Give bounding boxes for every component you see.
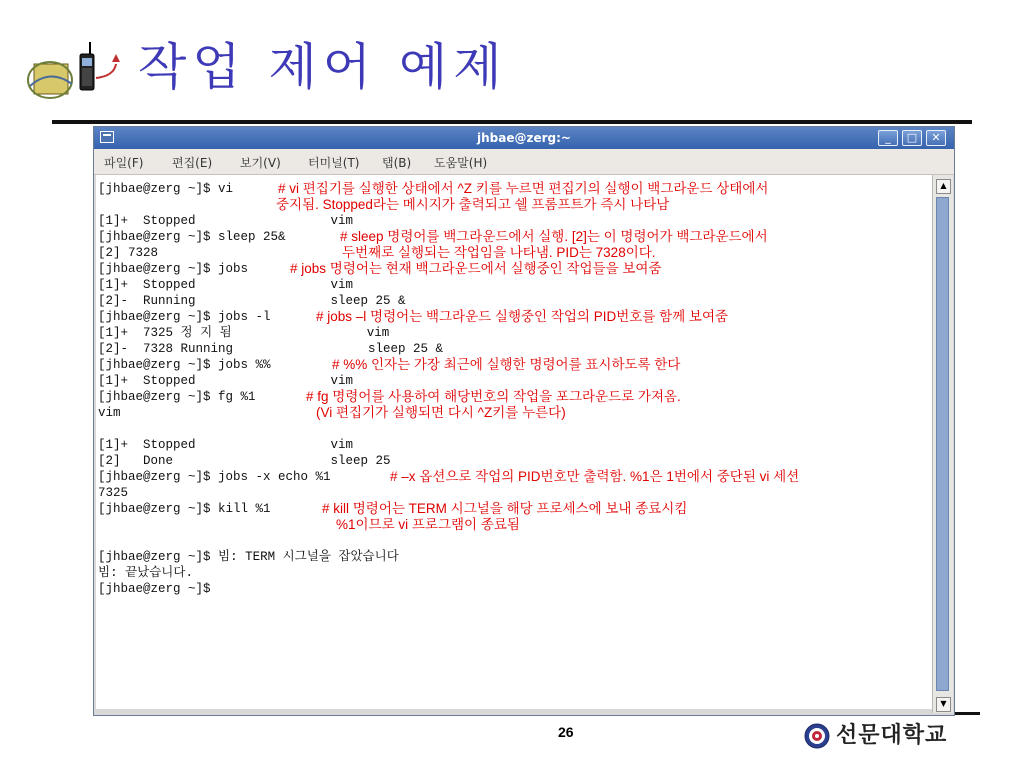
scroll-down-arrow-icon[interactable]: ▼ xyxy=(936,697,951,712)
menu-view[interactable]: 보기(V) xyxy=(240,156,281,170)
annotation: # vi 편집기를 실행한 상태에서 ^Z 키를 누르면 편집기의 실행이 백그라운드 상태에서 xyxy=(278,181,769,196)
terminal-line: [2] 7328 xyxy=(98,246,159,260)
annotation: %1이므로 vi 프로그램이 종료됨 xyxy=(336,517,520,532)
maximize-button[interactable]: □ xyxy=(902,130,922,146)
terminal-line: [jhbae@zerg ~]$ xyxy=(98,582,211,596)
terminal-line: [jhbae@zerg ~]$ kill %1 xyxy=(98,502,271,516)
menu-file[interactable]: 파일(F) xyxy=(104,156,144,170)
vertical-scrollbar[interactable] xyxy=(932,175,953,713)
scroll-up-arrow-icon[interactable]: ▲ xyxy=(936,179,951,194)
menu-edit[interactable]: 편집(E) xyxy=(172,156,213,170)
annotation: # jobs –l 명령어는 백그라운드 실행중인 작업의 PID번호를 함께 보여줌 xyxy=(316,309,729,324)
page-number: 26 xyxy=(558,724,574,740)
annotation: # jobs 명령어는 현재 백그라운드에서 실행중인 작업들을 보여줌 xyxy=(290,261,662,276)
close-button[interactable]: ✕ xyxy=(926,130,946,146)
terminal-line: 빔: 끝났습니다. xyxy=(98,566,193,580)
annotation: (Vi 편집기가 실행되면 다시 ^Z키를 누른다) xyxy=(316,405,566,420)
annotation: # –x 옵션으로 작업의 PID번호만 출력함. %1은 1번에서 중단된 vi 세션 xyxy=(390,469,800,484)
terminal-line: [jhbae@zerg ~]$ jobs -x echo %1 xyxy=(98,470,331,484)
terminal-line: [1]+ Stopped vim xyxy=(98,278,354,292)
window-titlebar[interactable] xyxy=(94,127,954,149)
annotation: # %% 인자는 가장 최근에 실행한 명령어를 표시하도록 한다 xyxy=(332,357,681,372)
terminal-line: [1]+ Stopped vim xyxy=(98,214,354,228)
annotation: # kill 명령어는 TERM 시그널을 해당 프로세스에 보내 종료시킴 xyxy=(322,501,688,516)
scrollbar-thumb[interactable] xyxy=(936,197,949,691)
university-name: 선문대학교 xyxy=(836,723,948,748)
terminal-line: [jhbae@zerg ~]$ fg %1 xyxy=(98,390,256,404)
terminal-line: [jhbae@zerg ~]$ 빔: TERM 시그널을 잡았습니다 xyxy=(98,550,399,564)
terminal-line: [jhbae@zerg ~]$ jobs %% xyxy=(98,358,271,372)
annotation: 중지됨. Stopped라는 메시지가 출력되고 쉘 프롬프트가 즉시 나타남 xyxy=(276,197,670,212)
terminal-line: [1]+ 7325 정 지 됨 vim xyxy=(98,326,390,340)
window-title: jhbae@zerg:~ xyxy=(477,131,571,145)
terminal-line: [2] Done sleep 25 xyxy=(98,454,391,468)
menu-tabs[interactable]: 탭(B) xyxy=(382,156,412,170)
terminal-window xyxy=(93,126,955,716)
terminal-line: [jhbae@zerg ~]$ vi xyxy=(98,182,234,196)
terminal-line: [2]- 7328 Running sleep 25 & xyxy=(98,342,444,356)
footer-divider xyxy=(955,712,980,715)
title-divider xyxy=(52,120,972,124)
menu-terminal[interactable]: 터미널(T) xyxy=(308,156,360,170)
terminal-line: [jhbae@zerg ~]$ sleep 25& xyxy=(98,230,286,244)
menu-help[interactable]: 도움말(H) xyxy=(434,156,488,170)
menu-bar xyxy=(94,149,954,175)
annotation: # fg 명령어를 사용하여 해당번호의 작업을 포그라운드로 가져옴. xyxy=(306,389,681,404)
terminal-line: vim xyxy=(98,406,121,420)
annotation: # sleep 명령어를 백그라운드에서 실행. [2]는 이 명령어가 백그라운드에서 xyxy=(340,229,768,244)
annotation: 두번째로 실행되는 작업임을 나타냄. PID는 7328이다. xyxy=(342,245,656,260)
terminal-content[interactable] xyxy=(96,175,932,709)
telecom-icon xyxy=(20,38,130,108)
slide-title: 작업 제어 예제 xyxy=(138,38,508,96)
minimize-button[interactable]: _ xyxy=(878,130,898,146)
university-emblem-icon xyxy=(804,723,830,749)
terminal-line: [2]- Running sleep 25 & xyxy=(98,294,406,308)
terminal-line: [jhbae@zerg ~]$ jobs -l xyxy=(98,310,271,324)
terminal-line: [jhbae@zerg ~]$ jobs xyxy=(98,262,249,276)
terminal-line: 7325 xyxy=(98,486,129,500)
terminal-line: [1]+ Stopped vim xyxy=(98,438,354,452)
terminal-line: [1]+ Stopped vim xyxy=(98,374,354,388)
